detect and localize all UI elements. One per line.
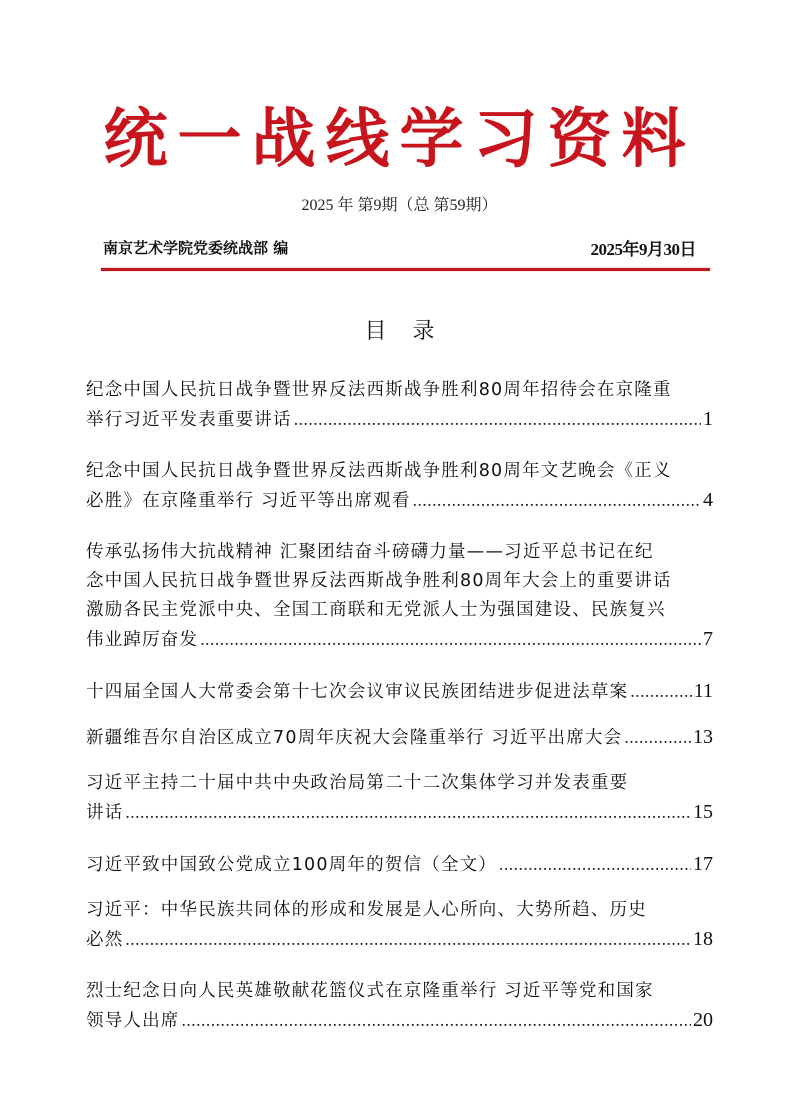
leader-dots [125,798,691,827]
publish-date: 2025年9月30日 [590,239,696,259]
toc-entry[interactable] [86,977,713,1036]
toc-entry[interactable] [86,769,713,828]
toc-page-number: 13 [693,726,713,748]
leader-dots [182,1006,692,1035]
toc-page-number: 11 [693,680,713,702]
masthead-meta [103,235,696,259]
toc-entry[interactable] [86,723,713,753]
toc-entry-line: 伟业踔厉奋发 [86,630,199,650]
leader-dots [125,925,691,954]
document-title: 统一战线学习资料 [103,102,696,177]
red-divider [101,268,710,271]
toc-entry-line: 必然 [86,930,124,950]
toc-entry-line: 新疆维吾尔自治区成立70周年庆祝大会隆重举行 习近平出席大会 [86,728,623,748]
toc-entry-line: 讲话 [86,803,124,823]
leader-dots [294,405,701,434]
toc-entry-line: 烈士纪念日向人民英雄敬献花篮仪式在京隆重举行 习近平等党和国家 [86,981,654,1001]
toc-entry[interactable] [86,896,713,955]
leader-dots [200,625,701,654]
toc-entry[interactable] [86,457,713,516]
leader-dots [413,486,701,515]
toc-entry[interactable] [86,850,713,880]
editor-label: 南京艺术学院党委统战部 编 [103,238,289,257]
toc-entry-line: 纪念中国人民抗日战争暨世界反法西斯战争胜利80周年文艺晚会《正义 [86,461,672,481]
toc-page-number: 4 [703,489,713,511]
leader-dots [624,723,691,752]
toc-entry-line: 习近平致中国致公党成立100周年的贺信（全文） [86,855,498,875]
toc-entry-line: 习近平：中华民族共同体的形成和发展是人心所向、大势所趋、历史 [86,900,647,920]
toc-page-number: 18 [693,928,713,950]
toc-entry-line: 念中国人民抗日战争暨世界反法西斯战争胜利80周年大会上的重要讲话 [86,571,672,591]
leader-dots [630,677,691,706]
toc-entry-line: 必胜》在京隆重举行 习近平等出席观看 [86,491,411,511]
toc-page-number: 7 [703,628,713,650]
toc-page-number: 15 [693,801,713,823]
toc-entry-line: 纪念中国人民抗日战争暨世界反法西斯战争胜利80周年招待会在京隆重 [86,380,672,400]
toc-entry[interactable] [86,376,713,435]
toc-entry-line: 领导人出席 [86,1011,180,1031]
toc-entry-line: 举行习近平发表重要讲话 [86,410,292,430]
toc-page-number: 20 [693,1009,713,1031]
table-of-contents [86,376,713,1036]
toc-entry-line: 习近平主持二十届中共中央政治局第二十二次集体学习并发表重要 [86,773,629,793]
toc-entry-line: 十四届全国人大常委会第十七次会议审议民族团结进步促进法草案 [86,682,629,702]
toc-page-number: 1 [703,408,713,430]
toc-entry-line: 激励各民主党派中央、全国工商联和无党派人士为强国建设、民族复兴 [86,600,666,620]
toc-entry[interactable] [86,538,713,655]
toc-entry[interactable] [86,677,713,707]
issue-number: 2025 年 第9期（总 第59期） [301,197,498,214]
toc-page-number: 17 [693,853,713,875]
leader-dots [499,850,691,879]
toc-entry-line: 传承弘扬伟大抗战精神 汇聚团结奋斗磅礴力量——习近平总书记在纪 [86,542,654,562]
toc-heading: 目录 [364,319,461,344]
